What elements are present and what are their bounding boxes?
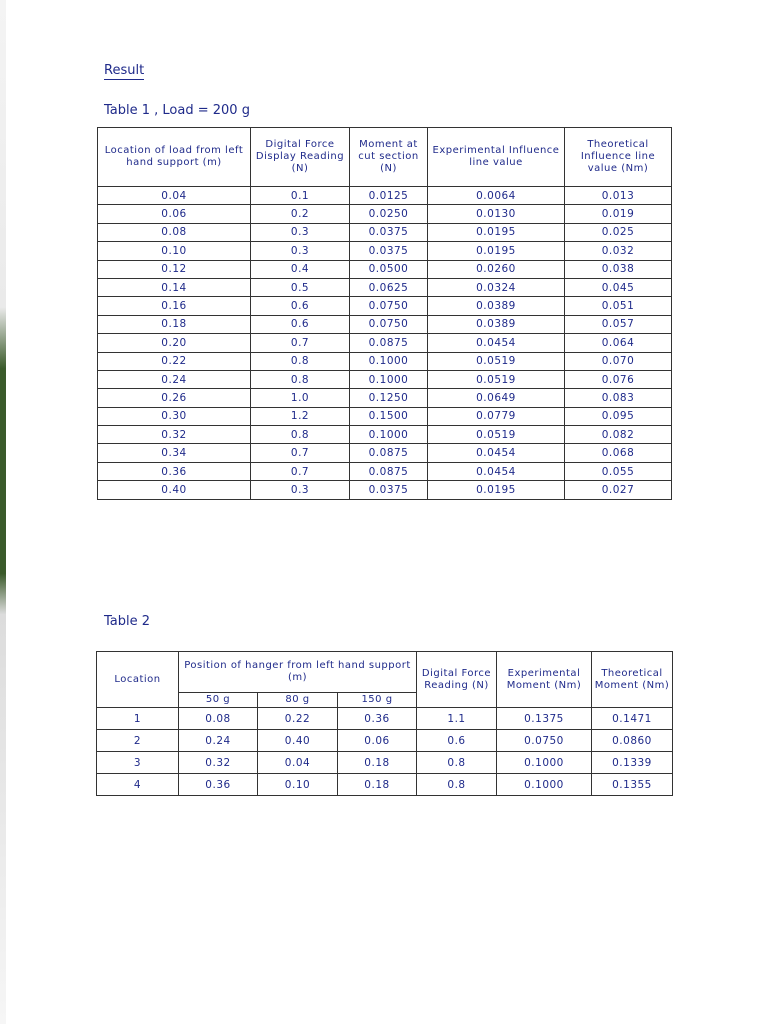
table2-caption: Table 2: [104, 614, 151, 629]
table1-row-cell: 0.0519: [428, 370, 565, 388]
table1-row: [98, 370, 672, 388]
table1-row-cell: 0.0625: [350, 278, 428, 296]
table2-header-mass-150: 150 g: [338, 693, 417, 708]
table1-row-cell: 0.0389: [428, 297, 565, 315]
table1-row-cell: 0.36: [98, 462, 251, 480]
table1-row-cell: 0.0649: [428, 389, 565, 407]
table1-row-cell: 0.4: [251, 260, 350, 278]
table1-row-cell: 0.8: [251, 352, 350, 370]
table2-row-cell: 0.1375: [497, 708, 592, 730]
table2-header-location: Location: [97, 652, 179, 708]
table1-row: [98, 334, 672, 352]
table1-row-cell: 0.5: [251, 278, 350, 296]
table2-row-cell: 0.1471: [592, 708, 673, 730]
table2-row: [97, 774, 673, 796]
table1-row-cell: 0.013: [565, 187, 672, 205]
table1-row-cell: 0.0389: [428, 315, 565, 333]
table1-row-cell: 0.3: [251, 481, 350, 499]
table2-row-cell: 3: [97, 752, 179, 774]
table2-header-mass-80: 80 g: [258, 693, 338, 708]
table1-row: [98, 297, 672, 315]
table2-row-cell: 0.1000: [497, 774, 592, 796]
table1-header-theoretical: Theoretical Influence line value (Nm): [565, 128, 672, 187]
table2-header-mass-50: 50 g: [179, 693, 258, 708]
table2-row: [97, 752, 673, 774]
table2-row-cell: 0.22: [258, 708, 338, 730]
table2-row-cell: 0.06: [338, 730, 417, 752]
table1-row: [98, 205, 672, 223]
table1-row-cell: 0.045: [565, 278, 672, 296]
table1-row-cell: 0.1000: [350, 370, 428, 388]
table1-row-cell: 0.0454: [428, 444, 565, 462]
table1-header-moment: Moment at cut section (N): [350, 128, 428, 187]
table1-row: [98, 352, 672, 370]
table2-row-cell: 0.18: [338, 752, 417, 774]
table1: [97, 127, 672, 500]
table1-row-cell: 0.7: [251, 444, 350, 462]
table2-row-cell: 1.1: [417, 708, 497, 730]
table1-row-cell: 0.1250: [350, 389, 428, 407]
table1-row-cell: 0.0195: [428, 242, 565, 260]
table1-row-cell: 0.076: [565, 370, 672, 388]
table1-row: [98, 389, 672, 407]
table2-row-cell: 4: [97, 774, 179, 796]
table1-row-cell: 0.051: [565, 297, 672, 315]
table1-row-cell: 1.0: [251, 389, 350, 407]
table2-row-cell: 0.1355: [592, 774, 673, 796]
table1-row-cell: 0.1000: [350, 426, 428, 444]
table1-row-cell: 0.7: [251, 334, 350, 352]
table1-row: [98, 407, 672, 425]
table2-header-experimental: Experimental Moment (Nm): [497, 652, 592, 708]
table1-row-cell: 0.0519: [428, 426, 565, 444]
table1-row-cell: 0.055: [565, 462, 672, 480]
table2-row-cell: 1: [97, 708, 179, 730]
table1-header-row: [98, 128, 672, 187]
table1-row-cell: 0.0375: [350, 481, 428, 499]
table2-row-cell: 0.40: [258, 730, 338, 752]
table1-row: [98, 242, 672, 260]
table1-row-cell: 0.18: [98, 315, 251, 333]
table1-row-cell: 0.0064: [428, 187, 565, 205]
result-title: Result: [104, 63, 145, 78]
table1-row-cell: 0.8: [251, 370, 350, 388]
table1-row-cell: 0.1500: [350, 407, 428, 425]
table1-row-cell: 0.0260: [428, 260, 565, 278]
table1-row: [98, 187, 672, 205]
table1-row-cell: 0.3: [251, 242, 350, 260]
table1-row: [98, 481, 672, 499]
table1-row-cell: 0.0875: [350, 462, 428, 480]
table1-row-cell: 0.070: [565, 352, 672, 370]
table2-row-cell: 0.10: [258, 774, 338, 796]
table2-row-cell: 2: [97, 730, 179, 752]
table1-row-cell: 0.2: [251, 205, 350, 223]
table1-row-cell: 0.0750: [350, 297, 428, 315]
table1-row-cell: 0.10: [98, 242, 251, 260]
table2-row: [97, 708, 673, 730]
table2-row-cell: 0.6: [417, 730, 497, 752]
table1-row-cell: 0.0324: [428, 278, 565, 296]
table1-row-cell: 0.6: [251, 315, 350, 333]
table1-row-cell: 0.064: [565, 334, 672, 352]
table1-row-cell: 0.082: [565, 426, 672, 444]
table1-body: [98, 187, 672, 500]
table2-row-cell: 0.0750: [497, 730, 592, 752]
table1-row-cell: 0.0375: [350, 242, 428, 260]
table1-row-cell: 0.0195: [428, 223, 565, 241]
table1-row-cell: 0.038: [565, 260, 672, 278]
table1-row-cell: 0.027: [565, 481, 672, 499]
table1-row-cell: 0.0454: [428, 462, 565, 480]
table1-row-cell: 0.22: [98, 352, 251, 370]
table2: [96, 651, 673, 796]
table2-row-cell: 0.0860: [592, 730, 673, 752]
table1-row: [98, 278, 672, 296]
table1-row-cell: 0.0750: [350, 315, 428, 333]
table1-row-cell: 0.025: [565, 223, 672, 241]
table1-row-cell: 0.0454: [428, 334, 565, 352]
table1-row-cell: 0.0130: [428, 205, 565, 223]
table2-row-cell: 0.24: [179, 730, 258, 752]
table1-row-cell: 0.24: [98, 370, 251, 388]
table2-body: [97, 708, 673, 796]
table2-row-cell: 0.8: [417, 774, 497, 796]
table2-row-cell: 0.08: [179, 708, 258, 730]
table1-header-force: Digital Force Display Reading (N): [251, 128, 350, 187]
scan-edge: [0, 0, 6, 1024]
table1-row-cell: 0.0195: [428, 481, 565, 499]
table1-row-cell: 0.0875: [350, 334, 428, 352]
table1-row-cell: 0.34: [98, 444, 251, 462]
table1-row-cell: 0.068: [565, 444, 672, 462]
table2-header-digital: Digital Force Reading (N): [417, 652, 497, 708]
table1-row-cell: 1.2: [251, 407, 350, 425]
table1-row-cell: 0.0875: [350, 444, 428, 462]
table1-row-cell: 0.8: [251, 426, 350, 444]
table1-row-cell: 0.0500: [350, 260, 428, 278]
table1-row-cell: 0.1000: [350, 352, 428, 370]
table1-row-cell: 0.057: [565, 315, 672, 333]
table1-row-cell: 0.0250: [350, 205, 428, 223]
table2-row-cell: 0.18: [338, 774, 417, 796]
table1-row: [98, 426, 672, 444]
table1-row-cell: 0.3: [251, 223, 350, 241]
table1-row-cell: 0.0375: [350, 223, 428, 241]
table2-row-cell: 0.04: [258, 752, 338, 774]
table1-row-cell: 0.0779: [428, 407, 565, 425]
table1-row: [98, 444, 672, 462]
table1-row-cell: 0.08: [98, 223, 251, 241]
table1-row-cell: 0.26: [98, 389, 251, 407]
table2-header-row: [97, 652, 673, 693]
table1-caption: Table 1 , Load = 200 g: [104, 103, 250, 118]
table2-row-cell: 0.8: [417, 752, 497, 774]
table1-row-cell: 0.12: [98, 260, 251, 278]
table1-row-cell: 0.0125: [350, 187, 428, 205]
table2-header-theoretical: Theoretical Moment (Nm): [592, 652, 673, 708]
table2-row-cell: 0.1000: [497, 752, 592, 774]
table2-row-cell: 0.36: [338, 708, 417, 730]
table1-row-cell: 0.06: [98, 205, 251, 223]
table1-row: [98, 260, 672, 278]
table1-row-cell: 0.6: [251, 297, 350, 315]
table1-row-cell: 0.019: [565, 205, 672, 223]
table2-row-cell: 0.1339: [592, 752, 673, 774]
table1-row-cell: 0.04: [98, 187, 251, 205]
table1-row: [98, 315, 672, 333]
table2-header-position: Position of hanger from left hand support (m): [179, 652, 417, 693]
table1-row: [98, 462, 672, 480]
table1-header-location: Location of load from left hand support (m): [98, 128, 251, 187]
table1-row-cell: 0.40: [98, 481, 251, 499]
table2-row-cell: 0.36: [179, 774, 258, 796]
table1-row-cell: 0.1: [251, 187, 350, 205]
table1-row-cell: 0.14: [98, 278, 251, 296]
table2-row: [97, 730, 673, 752]
table1-row: [98, 223, 672, 241]
table2-row-cell: 0.32: [179, 752, 258, 774]
table1-row-cell: 0.032: [565, 242, 672, 260]
table1-row-cell: 0.20: [98, 334, 251, 352]
table1-row-cell: 0.32: [98, 426, 251, 444]
table1-row-cell: 0.16: [98, 297, 251, 315]
table1-row-cell: 0.083: [565, 389, 672, 407]
table1-row-cell: 0.7: [251, 462, 350, 480]
table1-header-experimental: Experimental Influence line value: [428, 128, 565, 187]
table1-row-cell: 0.0519: [428, 352, 565, 370]
table1-row-cell: 0.095: [565, 407, 672, 425]
table1-row-cell: 0.30: [98, 407, 251, 425]
